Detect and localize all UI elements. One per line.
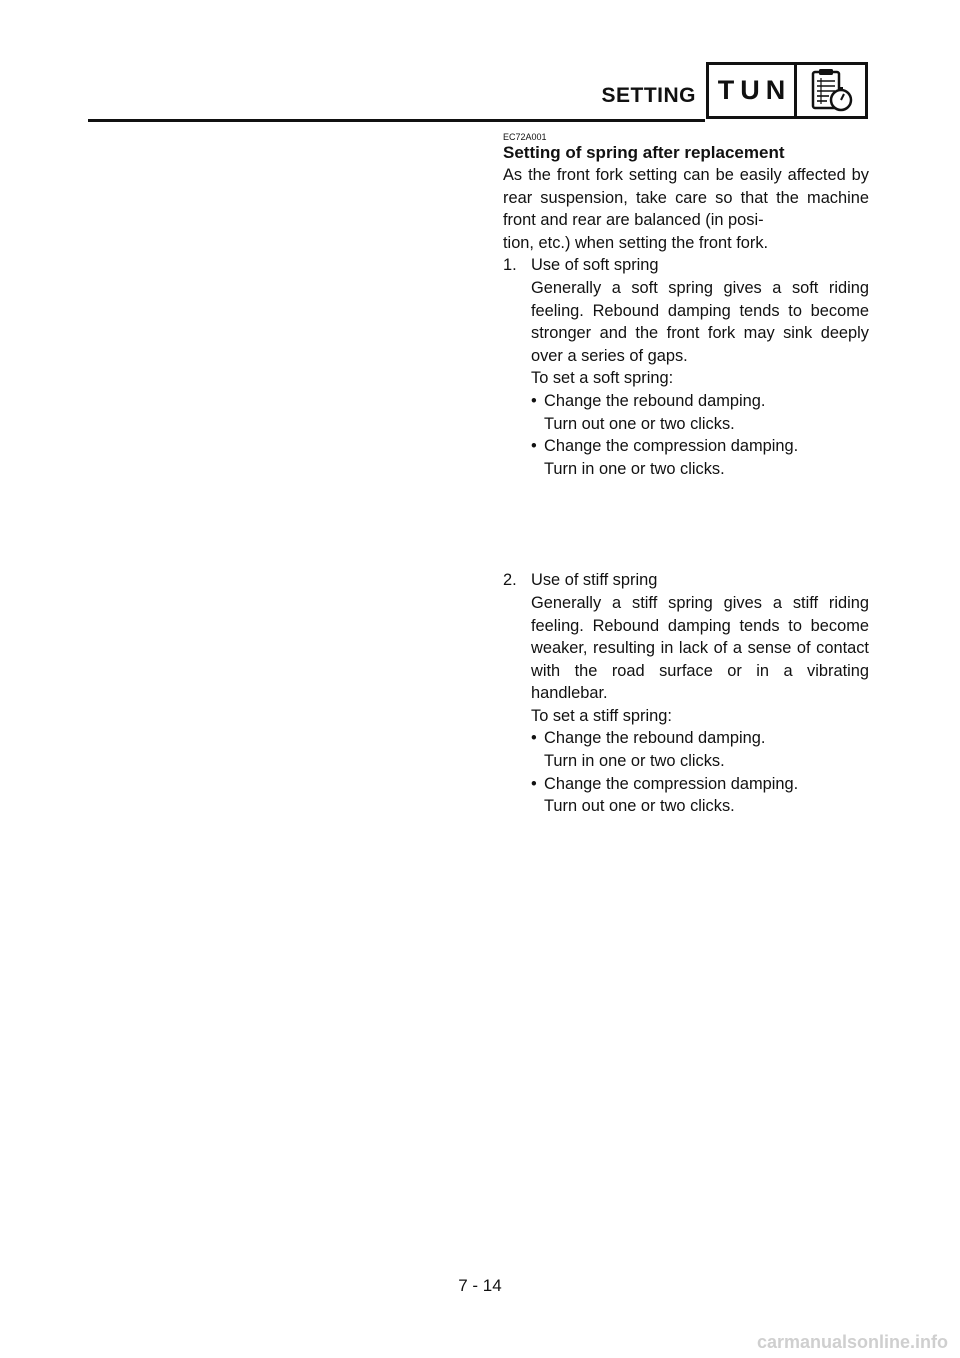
bullet: • [531, 437, 537, 456]
item-body: Generally a soft spring gives a soft riding feeling. Rebound damping tends to become stronger and the front fork may sink deeply over a series of gaps. [531, 278, 869, 365]
main-content [503, 132, 869, 818]
item-title: Use of soft spring [531, 256, 659, 275]
bullet-text: Change the compression damping. [544, 437, 799, 456]
chapter-code: TUN [709, 65, 797, 116]
bullet-sub: Turn in one or two clicks. [544, 459, 725, 478]
section-code: EC72A001 [503, 132, 547, 142]
section-heading: Setting of spring after replacement [503, 143, 785, 162]
bullet-text: Change the rebound damping. [544, 391, 766, 410]
section-title: SETTING [601, 84, 696, 107]
bullet-item [531, 435, 869, 458]
bullet-item [531, 727, 869, 750]
bullet: • [531, 391, 537, 410]
bullet: • [531, 774, 537, 793]
bullet-item [531, 773, 869, 796]
header-rule [88, 119, 705, 122]
item-number: 2. [503, 571, 517, 590]
bullet: • [531, 729, 537, 748]
page-number: 7 - 14 [458, 1276, 502, 1295]
list-item [503, 569, 869, 818]
clipboard-stopwatch-icon [797, 65, 865, 116]
bullet-sub: Turn out one or two clicks. [544, 414, 735, 433]
chapter-tab [706, 62, 868, 119]
list-item [503, 254, 869, 480]
bullet-sub: Turn in one or two clicks. [544, 752, 725, 771]
item-body: Generally a stiff spring gives a stiff riding feeling. Rebound damping tends to become weaker, resulting in lack of a sense of contact with the road surface or in a vibrating handlebar. [531, 593, 869, 703]
item-title: Use of stiff spring [531, 571, 658, 590]
intro-paragraph: As the front fork setting can be easily affected by rear suspension, take care so that the machine front and rear are balanced (in posi- tion, etc.) when setting the front fork. [503, 166, 869, 252]
watermark: carmanualsonline.info [756, 1332, 948, 1352]
bullet-text: Change the rebound damping. [544, 729, 766, 748]
bullet-item [531, 390, 869, 413]
item-intro: To set a soft spring: [531, 369, 674, 388]
item-number: 1. [503, 256, 517, 275]
bullet-sub: Turn out one or two clicks. [544, 797, 735, 816]
spacer [503, 480, 869, 569]
bullet-text: Change the compression damping. [544, 774, 799, 793]
item-intro: To set a stiff spring: [531, 706, 672, 725]
